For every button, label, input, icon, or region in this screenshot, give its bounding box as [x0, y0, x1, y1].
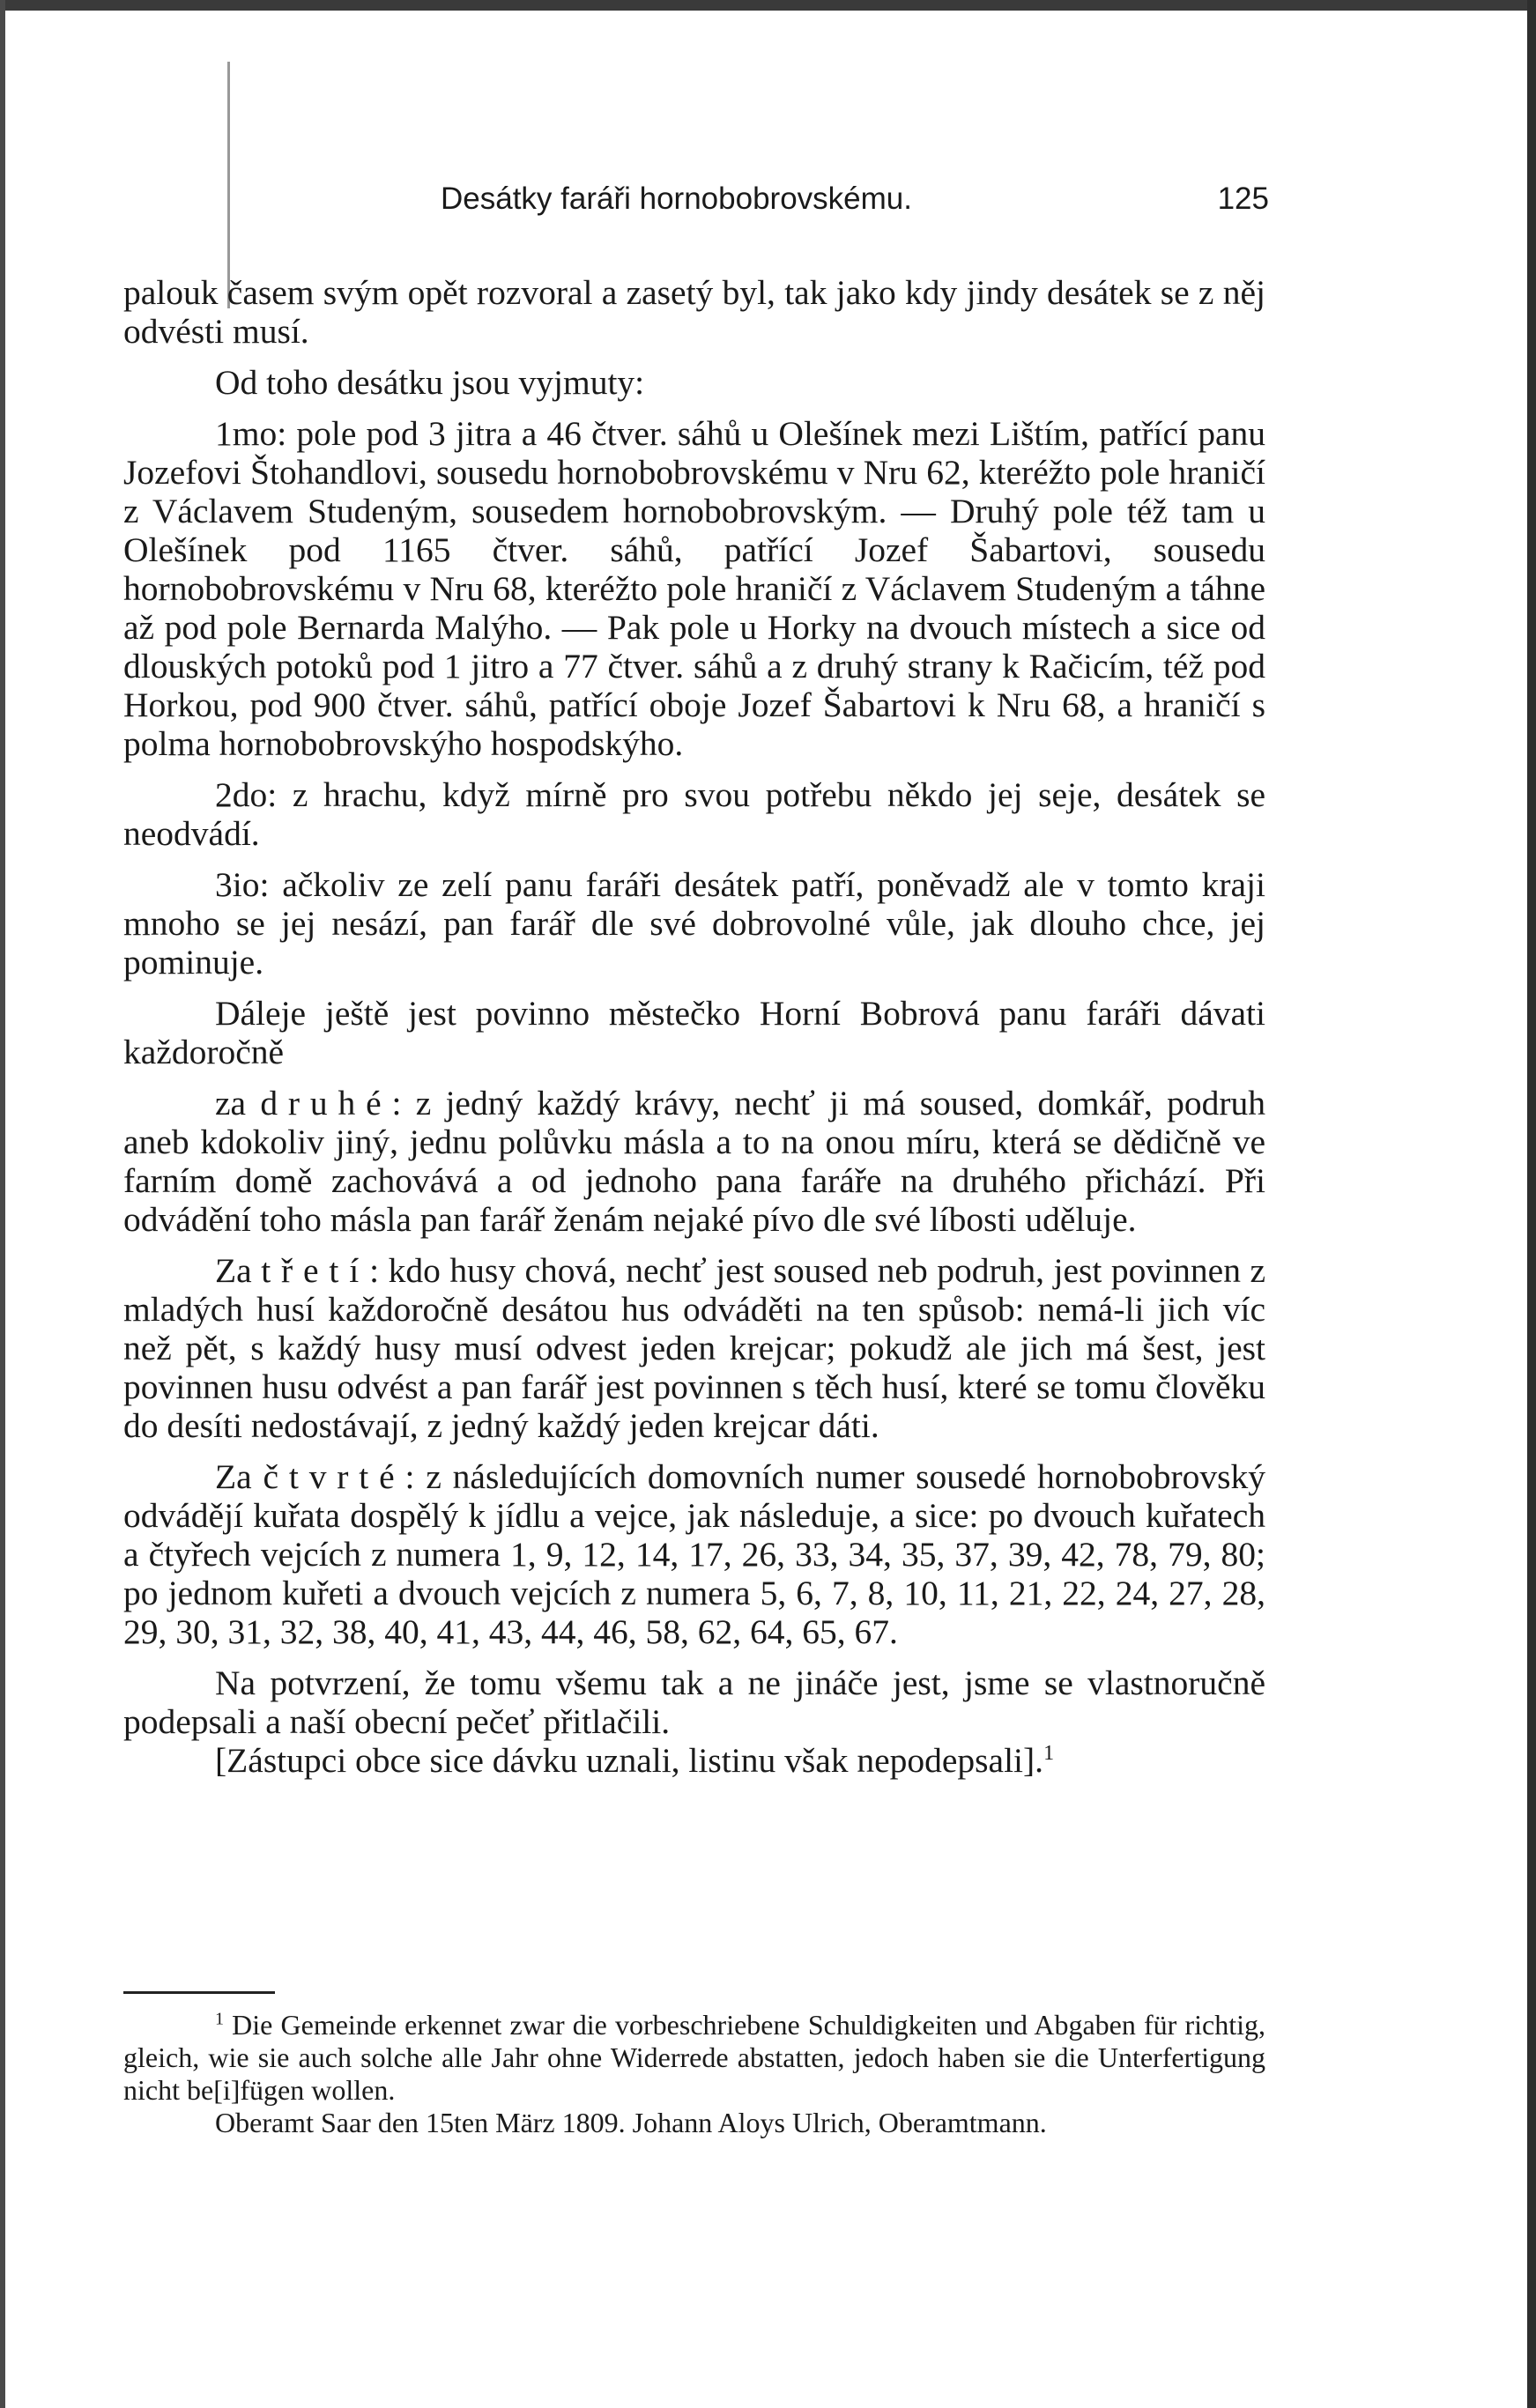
lead-word: Za — [215, 1251, 252, 1290]
scan-top-border — [0, 0, 1536, 11]
paragraph-1mo: 1mo: pole pod 3 jitra a 46 čtver. sáhů u Olešínek mezi Lištím, patřící panu Jozefovi Štohandlovi, sousedu hornobobrovskému v Nru 62, kteréžto pole hraničí z Václavem Studeným, sousedem hornobobrovským. — Druhý pole též tam u Olešínek pod 1165 čtver. sáhů, patřící Jozef Šabartovi, sousedu hornobobrovskému v Nru 68, kteréžto pole hraničí z Václavem Studeným a táhne až pod pole Bernarda Malýho. — Pak pole u Horky na dvouch místech a sice od dlouských potoků pod 1 jitro a 77 čtver. sáhů a z druhý strany k Račicím, též pod Horkou, pod 900 čtver. sáhů, patřící oboje Jozef Šabartovi k Nru 68, a hraničí s polma hornobobrovskýho hospodskýho. — [123, 414, 1265, 763]
page-number: 125 — [1217, 182, 1269, 216]
running-title: Desátky faráři hornobobrovskému. — [441, 182, 912, 216]
paragraph-confirmation: Na potvrzení, že tomu všemu tak a ne jináče jest, jsme se vlastnoručně podepsali a naší obecní pečeť přitlačili. — [123, 1663, 1265, 1741]
paragraph-treti-text: : kdo husy chová, nechť jest soused neb podruh, jest povinnen z mladých husí každoročně desátou hus odváděti na ten spůsob: nemá-li jich víc než pět, s každý husy musí odvest jeden krejcar; pokudž ale jich má šest, jest povinnen husu odvést a pan farář jest povinnen s těch husí, které se tomu člověku do desíti nedostávají, z jedný každý jeden krejcar dáti. — [123, 1251, 1266, 1445]
spaced-word-ctvrte: čtvrté — [263, 1457, 405, 1496]
lead-word: za — [215, 1084, 247, 1122]
lead-word: Za — [215, 1457, 252, 1496]
paragraph-ctvrte — [123, 1457, 1265, 1651]
paragraph-druhe-text: : z jedný každý krávy, nechť ji má soused, domkář, podruh aneb kdokoliv jiný, jednu polůvku másla a to na onou míru, která se dědičně ve farním domě zachovává a od jednoho pana faráře na druhého přichází. Při odvádění toho másla pan farář ženám nejaké pívo dle své líbosti uděluje. — [123, 1084, 1266, 1239]
scan-left-border — [0, 0, 5, 2408]
paragraph-ctvrte-text: : z následujících domovních numer sousedé hornobobrovský odvádějí kuřata dospělý k jídlu a vejce, jak následuje, a sice: po dvouch kuřatech a čtyřech vejcích z numera 1, 9, 12, 14, 17, 26, 33, 34, 35, 37, 39, 42, 78, 79, 80; po jednom kuřeti a dvouch vejcích z numera 5, 6, 7, 8, 10, 11, 21, 22, 24, 27, 28, 29, 30, 31, 32, 38, 40, 41, 43, 44, 46, 58, 62, 64, 65, 67. — [123, 1457, 1265, 1651]
footnote-number: 1 — [215, 2009, 224, 2029]
footnotes — [123, 2009, 1265, 2139]
paragraph-2do: 2do: z hrachu, když mírně pro svou potřebu někdo jej seje, desátek se neodvádí. — [123, 775, 1265, 853]
paragraph-3io: 3io: ačkoliv ze zelí panu faráři desátek patří, poněvadž ale v tomto kraji mnoho se jej nesází, pan farář dle své dobrovolné vůle, jak dlouho chce, jej pominuje. — [123, 865, 1265, 982]
footnote-1: $^1$ Die Gemeinde erkennet zwar die vorbeschriebene Schuldigkeiten und Abgaben für richtig, gleich, wie sie auch solche alle Jahr ohne Widerrede abstatten, jedoch haben sie die Unterfertigung nicht be[i]fügen wollen. — [123, 2009, 1266, 2106]
page-header — [123, 176, 1269, 229]
footnote-divider — [123, 1991, 275, 1994]
main-text — [123, 273, 1265, 1780]
paragraph-editor-note: [Zástupci obce sice dávku uznali, listinu však nepodepsali].$^1$ — [215, 1741, 1055, 1780]
paragraph-treti — [123, 1251, 1265, 1445]
paragraph-exemptions-heading: Od toho desátku jsou vyjmuty: — [215, 363, 645, 402]
paragraph-continuation: palouk časem svým opět rozvoral a zasetý byl, tak jako kdy jindy desátek se z něj odvésti musí. — [123, 273, 1265, 351]
spaced-word-treti: třetí — [261, 1251, 370, 1290]
scan-right-border — [1527, 0, 1536, 2408]
paragraph-druhe — [123, 1084, 1265, 1239]
paragraph-obligations-intro: Dáleje ještě jest povinno městečko Horní Bobrová panu faráři dávati každoročně — [123, 994, 1265, 1071]
spaced-word-druhe: druhé — [260, 1084, 392, 1122]
footnote-marker: 1 — [1043, 1741, 1055, 1765]
footnote-signature: Oberamt Saar den 15ten März 1809. Johann Aloys Ulrich, Oberamtmann. — [215, 2107, 1047, 2138]
